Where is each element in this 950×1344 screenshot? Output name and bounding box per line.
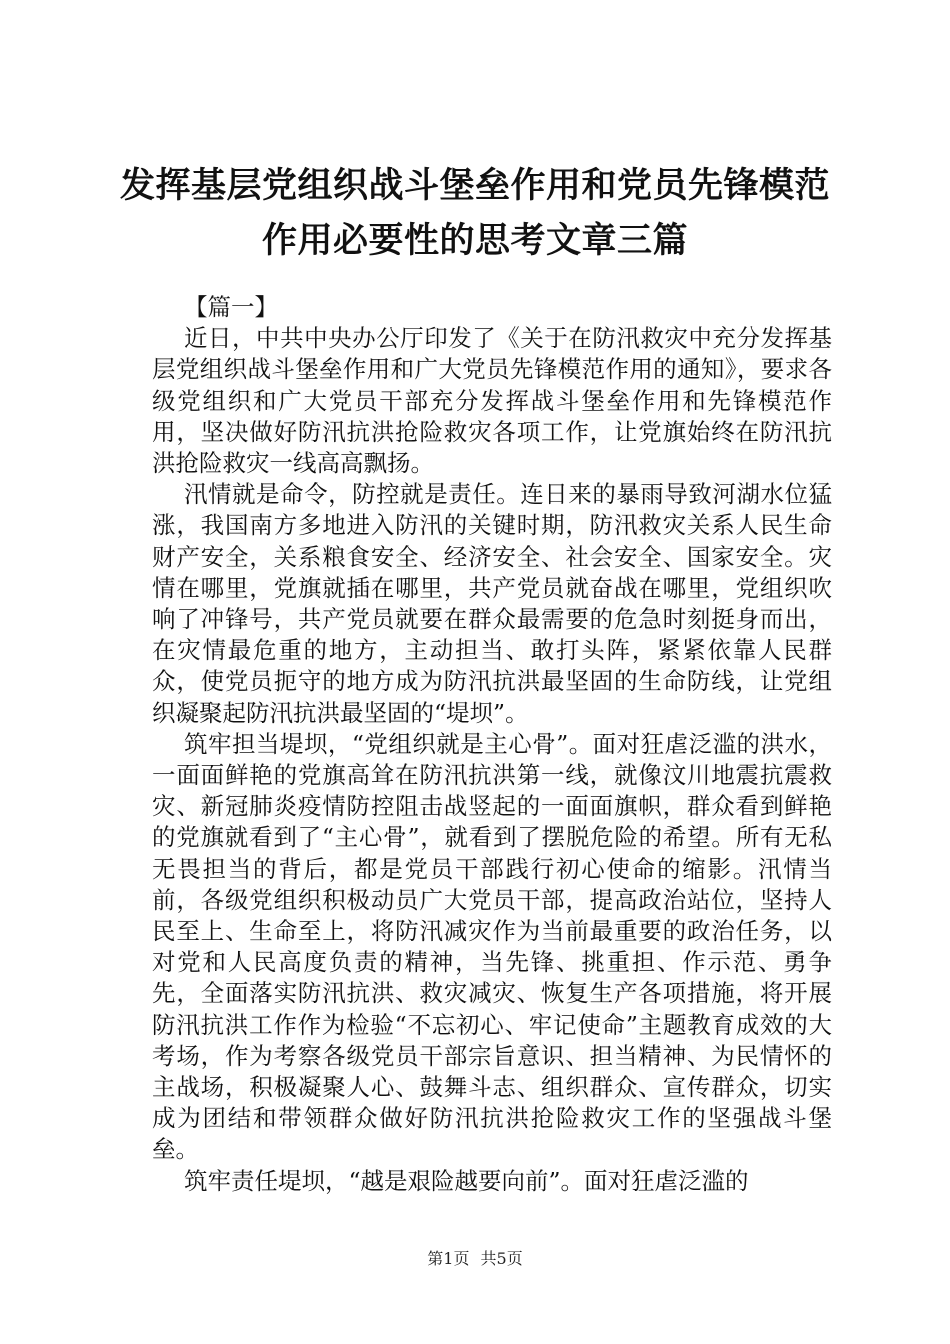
title-line-2: 作用必要性的思考文章三篇 <box>261 220 688 261</box>
paragraph-1: 近日，中共中央办公厅印发了《关于在防汛救灾中充分发挥基层党组织战斗堡垒作用和广大党员先锋模范作用的通知》，要求各级党组织和广大党员干部充分发挥战斗堡垒作用和先锋模范作用，坚决做好防汛抗洪抢险救灾各项工作，让党旗始终在防汛抗洪抢险救灾一线高高飘扬。 <box>152 324 832 478</box>
page-total: 共5页 <box>480 1249 523 1268</box>
document-body <box>152 292 832 1197</box>
paragraph-2: 汛情就是命令，防控就是责任。连日来的暴雨导致河湖水位猛涨，我国南方多地进入防汛的关键时期，防汛救灾关系人民生命财产安全，关系粮食安全、经济安全、社会安全、国家安全。灾情在哪里，党旗就插在哪里，共产党员就奋战在哪里，党组织吹响了冲锋号，共产党员就要在群众最需要的危急时刻挺身而出，在灾情最危重的地方，主动担当、敢打头阵，紧紧依靠人民群众，使党员扼守的地方成为防汛抗洪最坚固的生命防线，让党组织凝聚起防汛抗洪最坚固的“堤坝”。 <box>152 480 832 727</box>
document-title <box>100 158 850 268</box>
title-line-1: 发挥基层党组织战斗堡垒作用和党员先锋模范 <box>119 165 830 206</box>
paragraph-3: 筑牢担当堤坝，“党组织就是主心骨”。面对狂虐泛滥的洪水，一面面鲜艳的党旗高耸在防汛抗洪第一线，就像汶川地震抗震救灾、新冠肺炎疫情防控阻击战竖起的一面面旗帜，群众看到鲜艳的党旗就看到了“主心骨”，就看到了摆脱危险的希望。所有无私无畏担当的背后，都是党员干部践行初心使命的缩影。汛情当前，各级党组织积极动员广大党员干部，提高政治站位，坚持人民至上、生命至上，将防汛减灾作为当前最重要的政治任务，以对党和人民高度负责的精神，当先锋、挑重担、作示范、勇争先，全面落实防汛抗洪、救灾减灾、恢复生产各项措施，将开展防汛抗洪工作作为检验“不忘初心、牢记使命”主题教育成效的大考场，作为考察各级党员干部宗旨意识、担当精神、为民情怀的主战场，积极凝聚人心、鼓舞斗志、组织群众、宣传群众，切实成为团结和带领群众做好防汛抗洪抢险救灾工作的坚强战斗堡垒。 <box>152 729 832 1164</box>
paragraph-4: 筑牢责任堤坝，“越是艰险越要向前”。面对狂虐泛滥的 <box>184 1166 749 1195</box>
page-number: 第1页 <box>427 1249 470 1268</box>
page-footer <box>0 1246 950 1269</box>
section-heading: 【篇一】 <box>184 293 278 321</box>
